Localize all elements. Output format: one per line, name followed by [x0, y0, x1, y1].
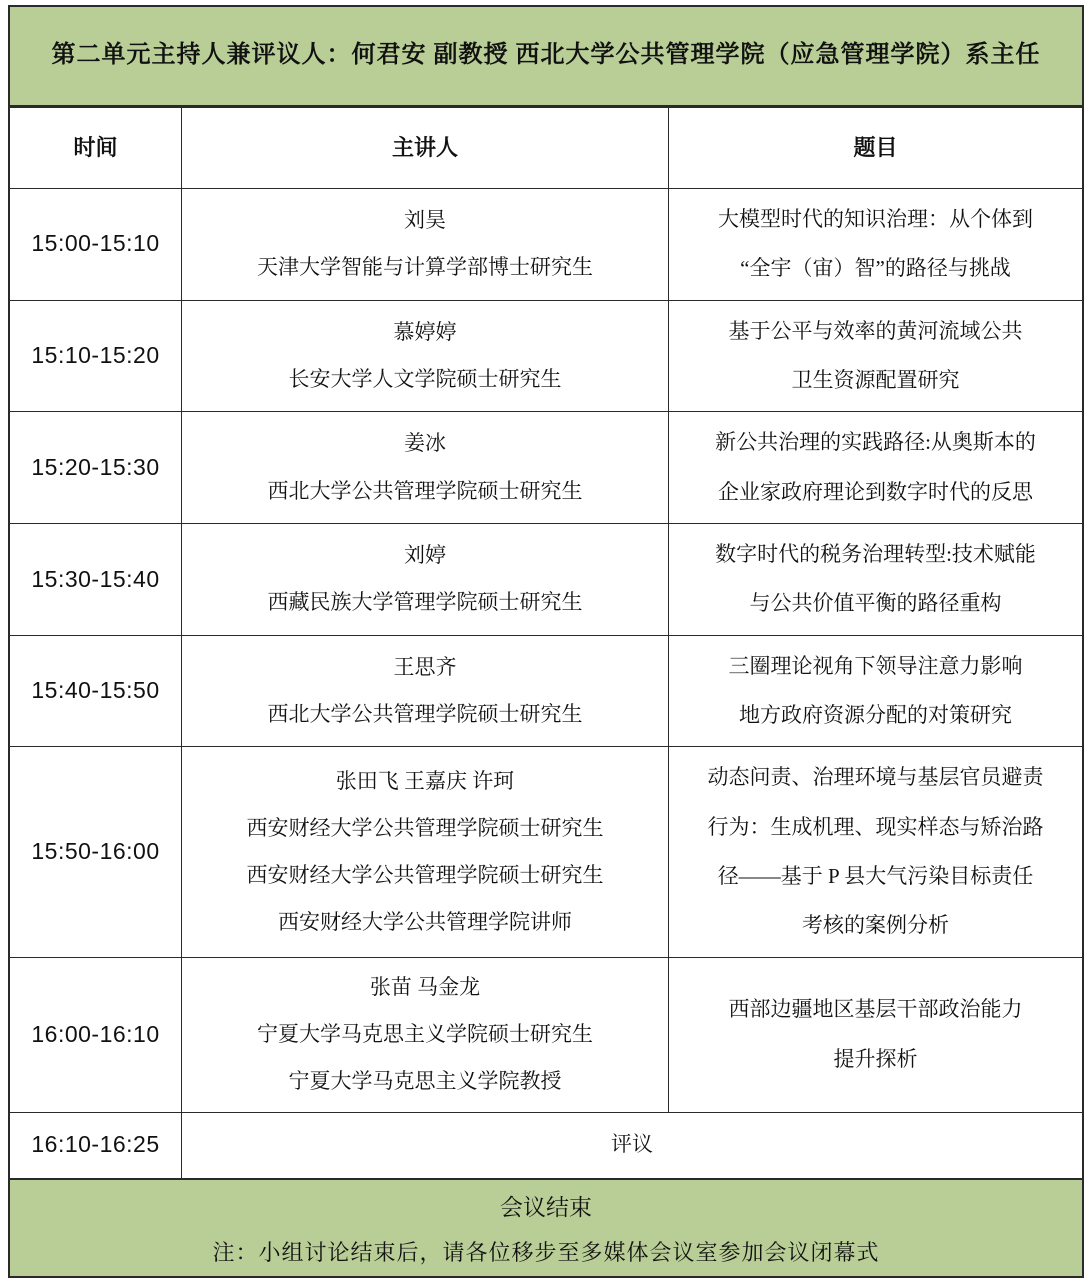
topic-line: 数字时代的税务治理转型:技术赋能 — [715, 542, 1036, 567]
speaker-cell — [182, 412, 669, 523]
topic-cell — [669, 412, 1082, 523]
merged-cell: 评议 — [611, 1132, 653, 1157]
time-cell — [10, 1113, 182, 1178]
end-banner-note: 注：小组讨论结束后，请各位移步至多媒体会议室参加会议闭幕式 — [212, 1239, 880, 1265]
topic-line: 企业家政府理论到数字时代的反思 — [718, 479, 1033, 504]
speaker-affiliation: 西北大学公共管理学院硕士研究生 — [267, 478, 583, 503]
session-title: 第二单元主持人兼评议人：何君安 副教授 西北大学公共管理学院（应急管理学院）系主任 — [51, 42, 1041, 69]
speaker-name: 王思齐 — [393, 654, 457, 679]
speaker-cell — [182, 524, 669, 635]
topic-cell — [669, 636, 1082, 747]
table-body — [10, 188, 1082, 1178]
end-banner — [8, 1179, 1084, 1278]
end-banner-title: 会议结束 — [500, 1194, 592, 1220]
topic-cell — [669, 747, 1082, 956]
speaker-cell — [182, 958, 669, 1112]
topic-line: 基于公平与效率的黄河流域公共 — [728, 318, 1023, 343]
time-cell — [10, 301, 182, 412]
time-cell — [10, 636, 182, 747]
speaker-name: 张田飞 王嘉庆 许珂 — [335, 768, 515, 793]
topic-cell — [669, 958, 1082, 1112]
topic-cell — [669, 301, 1082, 412]
topic-line: “全宇（宙）智”的路径与挑战 — [740, 256, 1011, 281]
speaker-affiliation: 长安大学人文学院硕士研究生 — [288, 367, 562, 392]
speaker-name: 张苗 马金龙 — [369, 974, 481, 999]
table-row — [10, 635, 1082, 747]
speaker-name: 刘昊 — [404, 208, 446, 233]
speaker-affiliation: 西北大学公共管理学院硕士研究生 — [267, 702, 583, 727]
header-speaker: 主讲人 — [182, 108, 669, 188]
speaker-affiliation: 宁夏大学马克思主义学院教授 — [288, 1069, 562, 1094]
table-header-row — [10, 107, 1082, 188]
time-text: 15:30-15:40 — [31, 565, 160, 592]
topic-line: 考核的案例分析 — [802, 913, 949, 938]
time-cell — [10, 412, 182, 523]
table-row — [10, 188, 1082, 300]
table-row — [10, 746, 1082, 956]
time-text: 15:40-15:50 — [31, 677, 160, 704]
time-text: 15:00-15:10 — [31, 230, 160, 257]
speaker-affiliation: 西安财经大学公共管理学院硕士研究生 — [246, 863, 604, 888]
table-row — [10, 411, 1082, 523]
speaker-name: 姜冰 — [404, 431, 446, 456]
speaker-affiliation: 西藏民族大学管理学院硕士研究生 — [267, 590, 583, 615]
topic-line: 新公共治理的实践路径:从奥斯本的 — [715, 430, 1036, 455]
topic-line: 动态问责、治理环境与基层官员避责 — [707, 765, 1044, 790]
speaker-affiliation: 西安财经大学公共管理学院硕士研究生 — [246, 815, 604, 840]
speaker-affiliation: 西安财经大学公共管理学院讲师 — [278, 910, 572, 935]
topic-line: 三圈理论视角下领导注意力影响 — [728, 653, 1023, 678]
speaker-cell — [182, 636, 669, 747]
topic-line: 行为：生成机理、现实样态与矫治路 — [707, 814, 1044, 839]
time-text: 15:10-15:20 — [31, 342, 160, 369]
speaker-affiliation: 天津大学智能与计算学部博士研究生 — [257, 255, 593, 280]
time-text: 16:00-16:10 — [31, 1020, 160, 1047]
schedule-table — [8, 107, 1084, 1179]
time-text: 15:20-15:30 — [31, 453, 160, 480]
speaker-name: 刘婷 — [404, 543, 446, 568]
topic-cell — [669, 189, 1082, 300]
time-text: 15:50-16:00 — [31, 838, 160, 865]
time-cell — [10, 189, 182, 300]
speaker-affiliation: 宁夏大学马克思主义学院硕士研究生 — [257, 1022, 593, 1047]
session-banner — [8, 5, 1084, 107]
topic-line: 地方政府资源分配的对策研究 — [739, 703, 1012, 728]
header-time: 时间 — [10, 108, 182, 188]
topic-line: 卫生资源配置研究 — [791, 368, 960, 393]
table-row — [10, 1112, 1082, 1178]
speaker-cell — [182, 189, 669, 300]
topic-line: 与公共价值平衡的路径重构 — [749, 591, 1002, 616]
speaker-cell — [182, 747, 669, 956]
header-topic: 题目 — [853, 134, 898, 160]
time-text: 16:10-16:25 — [31, 1131, 160, 1158]
topic-line: 径——基于 P 县大气污染目标责任 — [717, 864, 1034, 889]
topic-line: 大模型时代的知识治理：从个体到 — [718, 207, 1033, 231]
topic-line: 提升探析 — [833, 1046, 918, 1071]
speaker-cell — [182, 301, 669, 412]
table-row — [10, 523, 1082, 635]
table-row — [10, 300, 1082, 412]
time-cell — [10, 958, 182, 1112]
speaker-name: 慕婷婷 — [393, 319, 457, 344]
topic-cell — [669, 524, 1082, 635]
topic-line: 西部边疆地区基层干部政治能力 — [728, 997, 1023, 1022]
time-cell — [10, 524, 182, 635]
time-cell — [10, 747, 182, 956]
table-row — [10, 957, 1082, 1112]
